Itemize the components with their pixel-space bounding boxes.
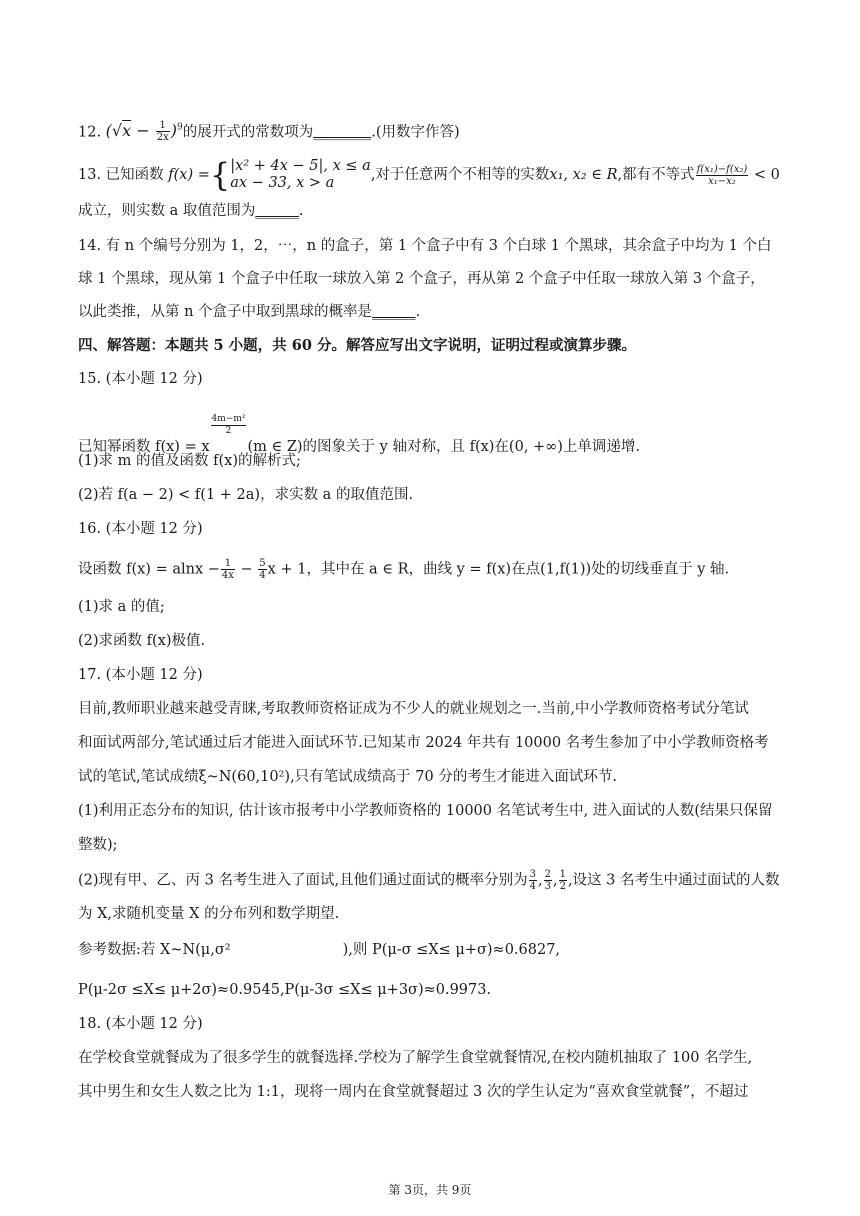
q15-exp-den: 2 — [225, 426, 232, 436]
q17-fr3-num: 1 — [559, 869, 566, 880]
q16-part1: (1)求 a 的值; — [78, 599, 165, 615]
q15-exponent — [211, 414, 247, 437]
q17-part1-a: (1)利用正态分布的知识, 估计该市报考中小学教师资格的 10000 名笔试考生中, 进入面试的人数(结果只保留 — [78, 803, 773, 819]
q17-fr2-den: 3 — [544, 881, 551, 892]
q18-header: 18. (本小题 12 分) — [78, 1016, 203, 1032]
q17-line3: 试的笔试,笔试成绩ξ~N(60,10²),只有笔试成绩高于 70 分的考生才能进入面试环节. — [78, 769, 617, 785]
q16-f1-den: 4x — [221, 570, 234, 581]
q14-line2: 球 1 个黑球，现从第 1 个盒子中任取一球放入第 2 个盒子，再从第 2 个盒子中任取一球放入第 3 个盒子， — [78, 271, 765, 287]
question-13 — [78, 158, 790, 192]
q17-reference-2: P(μ-2σ ≤X≤ μ+2σ)≈0.9545,P(μ-3σ ≤X≤ μ+3σ)≈0.9973. — [78, 982, 492, 998]
q16-f2-den: 4 — [259, 570, 266, 581]
q15-header: 15. (本小题 12 分) — [78, 371, 203, 387]
q13-piecewise — [230, 158, 371, 192]
page-footer: 第 3页，共 9页 — [388, 1183, 472, 1197]
q16-f1-num: 1 — [221, 558, 235, 570]
q15-exp-num: 4m−m² — [211, 414, 246, 424]
q15-stem-a: 已知幂函数 f(x) = x — [78, 439, 210, 455]
question-16-stem — [78, 558, 790, 581]
q17-part1-b: 整数); — [78, 837, 118, 853]
q15-stem-b: (m ∈ Z)的图象关于 y 轴对称，且 f(x)在(0, +∞)上单调递增. — [247, 439, 641, 455]
q17-part2-post: ,设这 3 名考生中通过面试的人数 — [567, 872, 780, 889]
q16-frac1 — [221, 558, 235, 581]
q17-part2-b: 为 X,求随机变量 X 的分布列和数学期望. — [78, 906, 340, 922]
q12-note: .(用数字作答) — [371, 124, 460, 141]
q17-frac-1-2 — [559, 869, 567, 892]
q16-stem-a: 设函数 f(x) = alnx − — [78, 561, 220, 578]
q12-expression: (√x − $\frac{1}{2x}$ )$^9$ — [105, 120, 183, 144]
q16-header: 16. (本小题 12 分) — [78, 521, 203, 537]
q13-end: . — [298, 203, 304, 219]
q13-ineq: < 0 — [749, 167, 780, 183]
q17-fr1-den: 4 — [529, 881, 536, 892]
question-12 — [78, 118, 790, 143]
q17-ref1-a: 参考数据:若 X~N(μ,σ² — [78, 942, 231, 958]
question-14-line3 — [78, 302, 790, 322]
q12-tail: 的展开式的常数项为 — [182, 124, 314, 141]
q17-fr3-den: 2 — [559, 881, 566, 892]
q17-part2-pre: (2)现有甲、乙、丙 3 名考生进入了面试,且他们通过面试的概率分别为 — [78, 872, 528, 889]
q14-end: . — [415, 304, 421, 320]
q13-line2: 成立，则实数 a 取值范围为 — [78, 203, 256, 219]
q14-blank: ______ — [372, 304, 416, 320]
q16-frac2 — [258, 558, 266, 581]
q17-ref1-b: ),则 P(μ-σ ≤X≤ μ+σ)≈0.6827, — [342, 942, 561, 958]
q13-number: 13. 已知函数 — [78, 167, 164, 183]
section-4-heading: 四、解答题：本题共 5 小题，共 60 分。解答应写出文字说明，证明过程或演算步骤。 — [78, 337, 636, 354]
q13-piece-bottom: ax − 33, x > a — [230, 175, 335, 191]
q17-reference-1 — [78, 940, 790, 960]
q17-line1: 目前,教师职业越来越受青睐,考取教师资格证成为不少人的就业规划之一.当前,中小学教师资格考试分笔试 — [78, 701, 749, 717]
q12-blank: ________ — [313, 124, 372, 141]
q15-part1: (1)求 m 的值及函数 f(x)的解析式; — [78, 453, 301, 469]
q16-minus: − — [235, 561, 258, 578]
question-17-part2: (2)现有甲、乙、丙 3 名考生进入了面试,且他们通过面试的概率分别为 $\frac{3}{4}$ , $\frac{2}{3}$ , $\frac{1}{2}$ ,设这 3 名考生中通过面试的人数 — [78, 869, 780, 892]
q14-line1: 14. 有 n 个编号分别为 1，2，⋯，n 的盒子，第 1 个盒子中有 3 个白球 1 个黑球，其余盒子中均为 1 个白 — [78, 238, 772, 254]
q13-piece-top: |x² + 4x − 5|, x ≤ a — [230, 158, 371, 174]
question-13-line2 — [78, 201, 790, 221]
q14-line3: 以此类推，从第 n 个盒子中取到黑球的概率是 — [78, 304, 373, 320]
q15-part2: (2)若 f(a − 2) < f(1 + 2a)，求实数 a 的取值范围. — [78, 487, 414, 503]
q12-number: 12. — [78, 124, 106, 141]
q18-line2: 其中男生和女生人数之比为 1:1，现将一周内在食堂就餐超过 3 次的学生认定为“喜欢食堂就餐”，不超过 — [78, 1084, 749, 1100]
q13-mid2: ,都有不等式 — [617, 167, 695, 183]
q16-part2: (2)求函数 f(x)极值. — [78, 633, 206, 649]
q13-brace: { — [209, 156, 231, 194]
q17-header: 17. (本小题 12 分) — [78, 667, 203, 683]
q17-line2: 和面试两部分,笔试通过后才能进入面试环节.已知某市 2024 年共有 10000 名考生参加了中小学教师资格考 — [78, 735, 769, 751]
q13-vars: x₁, x₂ ∈ R — [549, 167, 618, 183]
q17-frac-2-3 — [544, 869, 552, 892]
q13-mid: ,对于任意两个不相等的实数 — [370, 167, 550, 183]
q16-f2-num: 5 — [259, 558, 266, 569]
q13-blank: ______ — [255, 203, 299, 219]
q13-fraction — [696, 164, 749, 187]
q17-fr2-num: 2 — [544, 869, 551, 880]
q13-frac-den: x₁−x₂ — [708, 175, 736, 187]
q13-fx: f(x) = — [168, 167, 210, 183]
q17-fr1-num: 3 — [529, 869, 536, 880]
q17-frac-3-4 — [529, 869, 537, 892]
q16-stem-b: x + 1，其中在 a ∈ R，曲线 y = f(x)在点(1,f(1))处的切线垂直于 y 轴. — [267, 561, 730, 578]
q13-frac-num: f(x₁)−f(x₂) — [696, 163, 748, 175]
q18-line1: 在学校食堂就餐成为了很多学生的就餐选择.学校为了解学生食堂就餐情况,在校内随机抽取了 100 名学生, — [78, 1050, 753, 1066]
